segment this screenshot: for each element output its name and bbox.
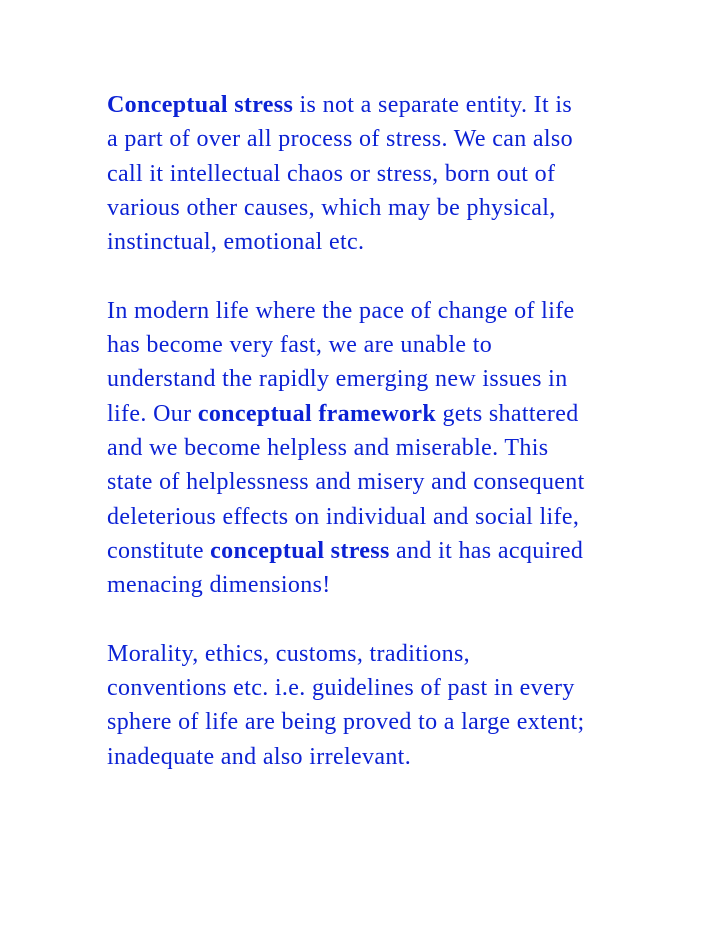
- text-line: [107, 740, 707, 774]
- text-run: menacing dimensions!: [107, 572, 331, 599]
- text-line: [107, 431, 707, 465]
- text-run: sphere of life are being proved to a large extent;: [107, 709, 585, 736]
- text-line: [107, 637, 707, 671]
- text-line: [107, 294, 707, 328]
- text-run: life. Our: [107, 400, 198, 427]
- text-line: [107, 397, 707, 431]
- text-run: In modern life where the pace of change of life: [107, 297, 575, 324]
- text-run: and we become helpless and miserable. This: [107, 434, 549, 461]
- text-line: [107, 328, 707, 362]
- text-run: a part of over all process of stress. We can also: [107, 126, 573, 153]
- text-line: [107, 122, 707, 156]
- text-line: [107, 157, 707, 191]
- paragraph-1: [107, 88, 707, 259]
- bold-term: conceptual framework: [197, 400, 437, 427]
- document-page: [107, 88, 707, 808]
- text-run: understand the rapidly emerging new issues in: [107, 366, 568, 393]
- text-run: instinctual, emotional etc.: [107, 229, 365, 256]
- text-run: is not a separate entity. It is: [293, 92, 573, 118]
- text-run: call it intellectual chaos or stress, born out of: [107, 160, 556, 187]
- text-line: [107, 362, 707, 396]
- text-run: various other causes, which may be physical,: [107, 194, 556, 221]
- text-line: [107, 705, 707, 739]
- text-run: deleterious effects on individual and social life,: [107, 503, 580, 530]
- text-run: constitute: [107, 537, 211, 564]
- text-run: Morality, ethics, customs, traditions,: [107, 640, 471, 667]
- text-line: [107, 225, 707, 259]
- text-line: [107, 191, 707, 225]
- text-run: conventions etc. i.e. guidelines of past in every: [107, 675, 575, 702]
- paragraph-2: [107, 294, 707, 603]
- text-line: [107, 88, 707, 122]
- paragraph-3: [107, 637, 707, 774]
- text-run: has become very fast, we are unable to: [107, 332, 493, 359]
- text-run: gets shattered: [436, 400, 579, 427]
- text-run: state of helplessness and misery and consequent: [107, 469, 585, 496]
- text-line: [107, 534, 707, 568]
- text-run: inadequate and also irrelevant.: [107, 743, 412, 770]
- bold-term: conceptual stress: [210, 537, 390, 564]
- text-line: [107, 568, 707, 602]
- text-line: [107, 671, 707, 705]
- text-line: [107, 465, 707, 499]
- text-run: and it has acquired: [389, 537, 584, 564]
- bold-term: Conceptual stress: [107, 92, 294, 118]
- text-line: [107, 500, 707, 534]
